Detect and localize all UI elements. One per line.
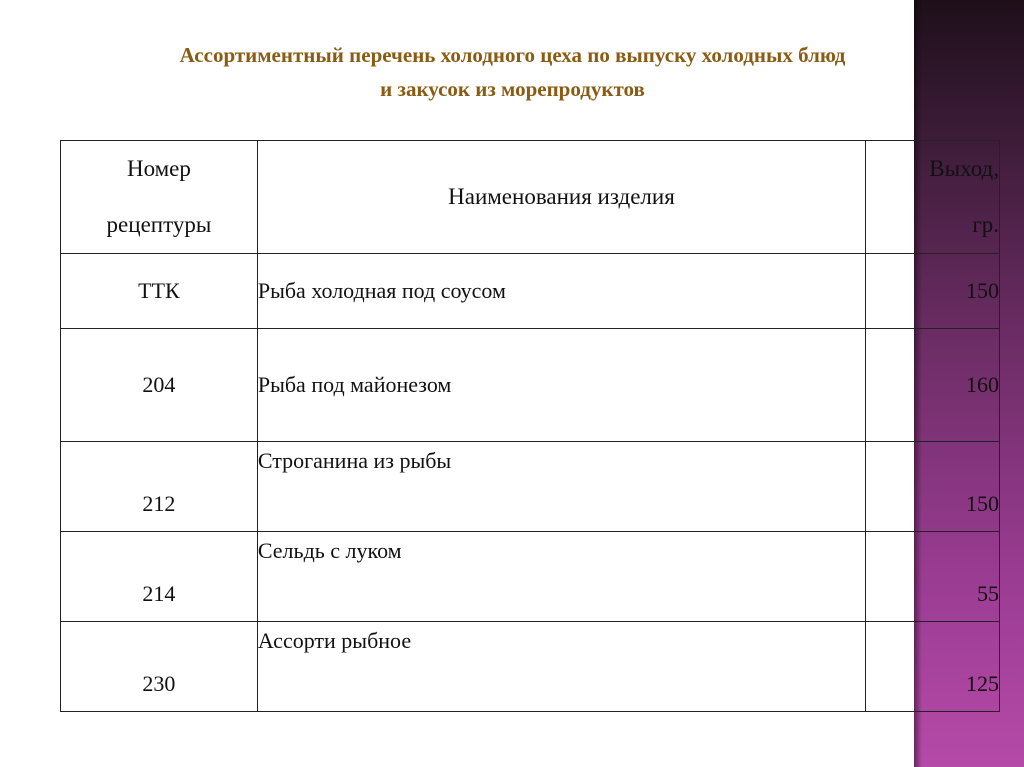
slide-title bbox=[40, 38, 985, 106]
header-output-line-1: Выход, bbox=[929, 156, 999, 181]
item-name-cell: Рыба под майонезом bbox=[257, 329, 865, 442]
item-name-cell: Сельдь с луком bbox=[257, 532, 865, 622]
table-row bbox=[61, 442, 1000, 532]
item-name-cell: Рыба холодная под соусом bbox=[257, 254, 865, 329]
output-cell: 125 bbox=[866, 622, 1000, 712]
output-cell: 150 bbox=[866, 442, 1000, 532]
recipe-number-cell: 230 bbox=[61, 622, 258, 712]
recipe-number-cell: 204 bbox=[61, 329, 258, 442]
title-line-1: Ассортиментный перечень холодного цеха по выпуску холодных блюд bbox=[179, 43, 846, 67]
recipe-number-cell: 212 bbox=[61, 442, 258, 532]
table-row bbox=[61, 254, 1000, 329]
assortment-table bbox=[60, 140, 1000, 712]
table-row bbox=[61, 622, 1000, 712]
header-item-name: Наименования изделия bbox=[257, 141, 865, 254]
output-cell: 160 bbox=[866, 329, 1000, 442]
title-line-2: и закусок из морепродуктов bbox=[380, 77, 645, 101]
recipe-number-cell: ТТК bbox=[61, 254, 258, 329]
output-cell: 55 bbox=[866, 532, 1000, 622]
item-name-cell: Ассорти рыбное bbox=[257, 622, 865, 712]
header-output bbox=[866, 141, 1000, 254]
table-row bbox=[61, 532, 1000, 622]
header-number-line-2: рецептуры bbox=[106, 212, 212, 237]
recipe-number-cell: 214 bbox=[61, 532, 258, 622]
header-recipe-number bbox=[61, 141, 258, 254]
header-number-line-1: Номер bbox=[126, 156, 191, 181]
output-cell: 150 bbox=[866, 254, 1000, 329]
table-header-row bbox=[61, 141, 1000, 254]
item-name-cell: Строганина из рыбы bbox=[257, 442, 865, 532]
table-row bbox=[61, 329, 1000, 442]
header-output-line-2: гр. bbox=[972, 212, 999, 237]
